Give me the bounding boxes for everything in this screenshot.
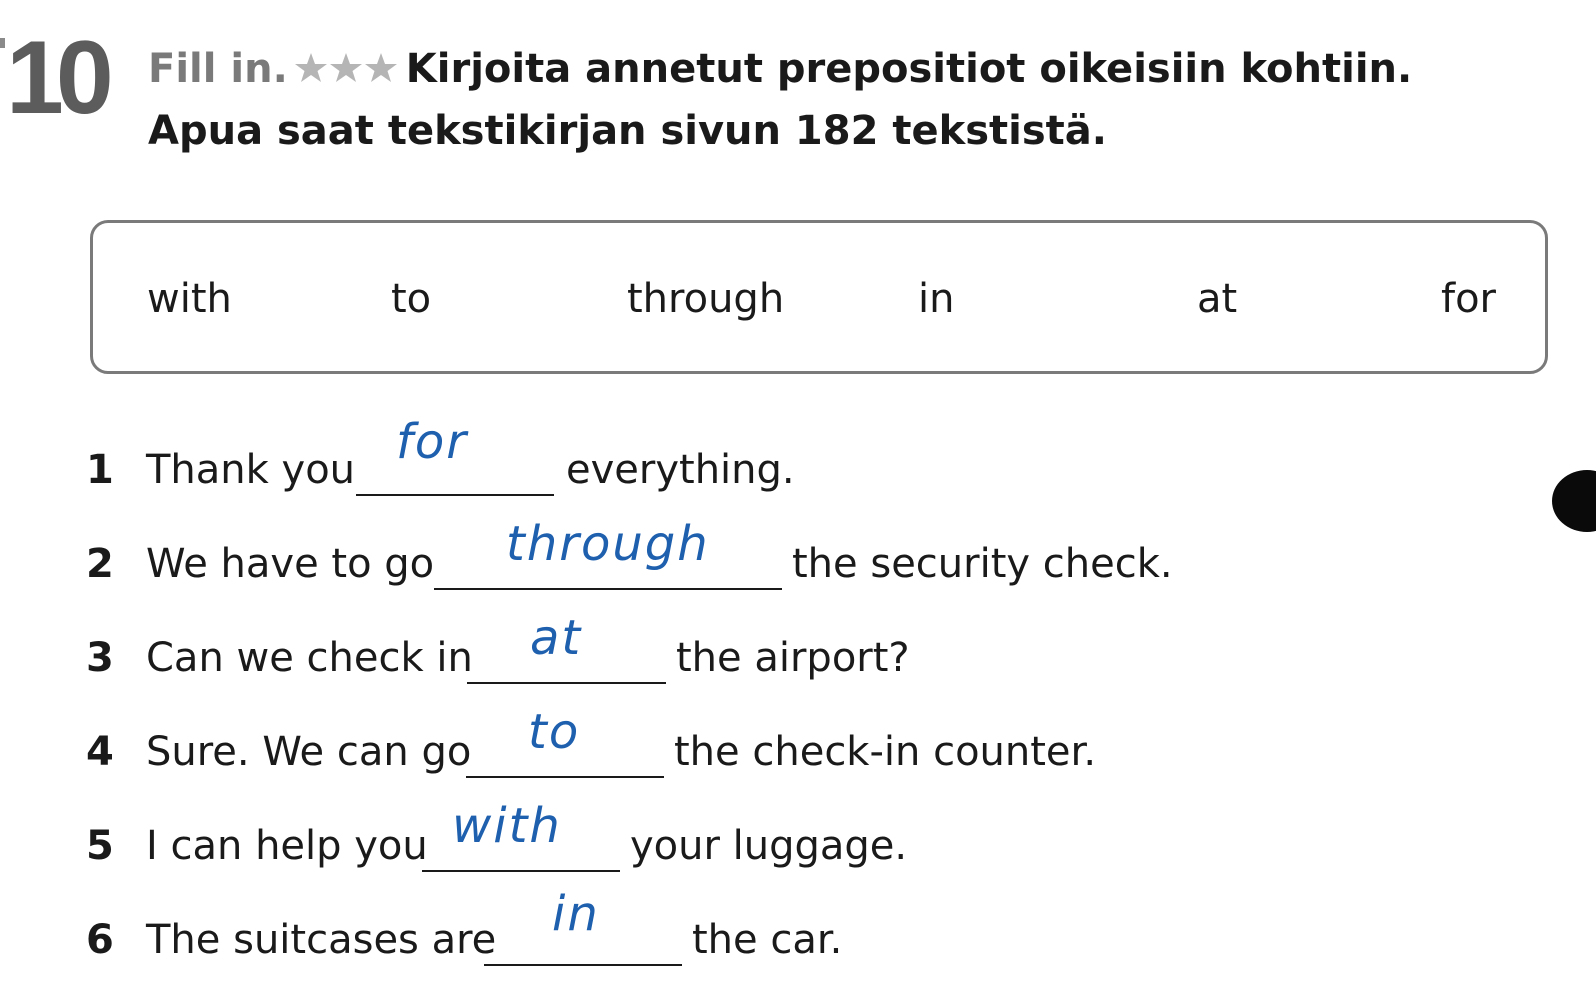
difficulty-stars [294,51,398,85]
sentence-number: 4 [86,729,114,775]
sentence-number: 2 [86,541,114,587]
word-bank-item: in [918,276,955,322]
answer-blank[interactable] [466,776,664,778]
handwritten-answer: through [506,516,710,572]
word-bank-item: with [147,276,232,322]
sentence-before: I can help you [146,823,428,869]
exercise-number: 10 [6,20,106,136]
sentence-5 [86,798,908,876]
sentence-before: Sure. We can go [146,729,472,775]
sentence-after: the airport? [676,635,910,681]
sentence-2 [86,516,1173,594]
answer-blank[interactable] [356,494,554,496]
sentence-number: 6 [86,917,114,963]
handwritten-answer: in [552,886,600,942]
sentence-4 [86,704,1097,782]
sentence-after: the check-in counter. [674,729,1097,775]
instruction-line-2: Apua saat tekstikirjan sivun 182 tekstistä. [148,108,1107,154]
answer-blank[interactable] [467,682,666,684]
sentence-after: everything. [566,447,795,493]
sentence-after: the car. [692,917,843,963]
handwritten-answer: for [396,414,468,470]
star-icons [294,51,398,85]
sentence-6 [86,886,846,970]
star-icon-1 [295,53,327,82]
word-bank-item: at [1197,276,1238,322]
sentence-before: Thank you [146,447,356,493]
word-bank-item: for [1441,276,1496,322]
sentence-after: the security check. [792,541,1173,587]
sentence-number: 5 [86,823,114,869]
star-icon-3 [365,53,397,82]
handwritten-answer: to [528,704,581,760]
instructions [148,38,1412,162]
instruction-line-1 [148,38,1412,100]
sentence-before: The suitcases are [146,917,497,963]
answer-blank[interactable] [484,964,682,966]
answer-blank[interactable] [434,588,782,590]
word-bank-box [90,220,1548,374]
sentence-1 [86,414,806,500]
edge-tick [0,38,5,48]
answer-blank[interactable] [422,870,620,872]
instruction-text-1: Kirjoita annetut prepositiot oikeisiin kohtiin. [405,46,1413,92]
sentence-number: 3 [86,635,114,681]
page-edge-mark [1552,470,1596,532]
handwritten-answer: at [530,610,583,666]
sentence-3 [86,610,926,688]
word-bank-item: through [627,276,785,322]
handwritten-answer: with [452,798,562,854]
sentence-before: We have to go [146,541,435,587]
word-bank-item: to [391,276,432,322]
sentence-number: 1 [86,447,114,493]
sentence-before: Can we check in [146,635,473,681]
fill-in-label: Fill in. [148,46,288,92]
star-icon-2 [330,53,362,82]
sentence-after: your luggage. [630,823,908,869]
